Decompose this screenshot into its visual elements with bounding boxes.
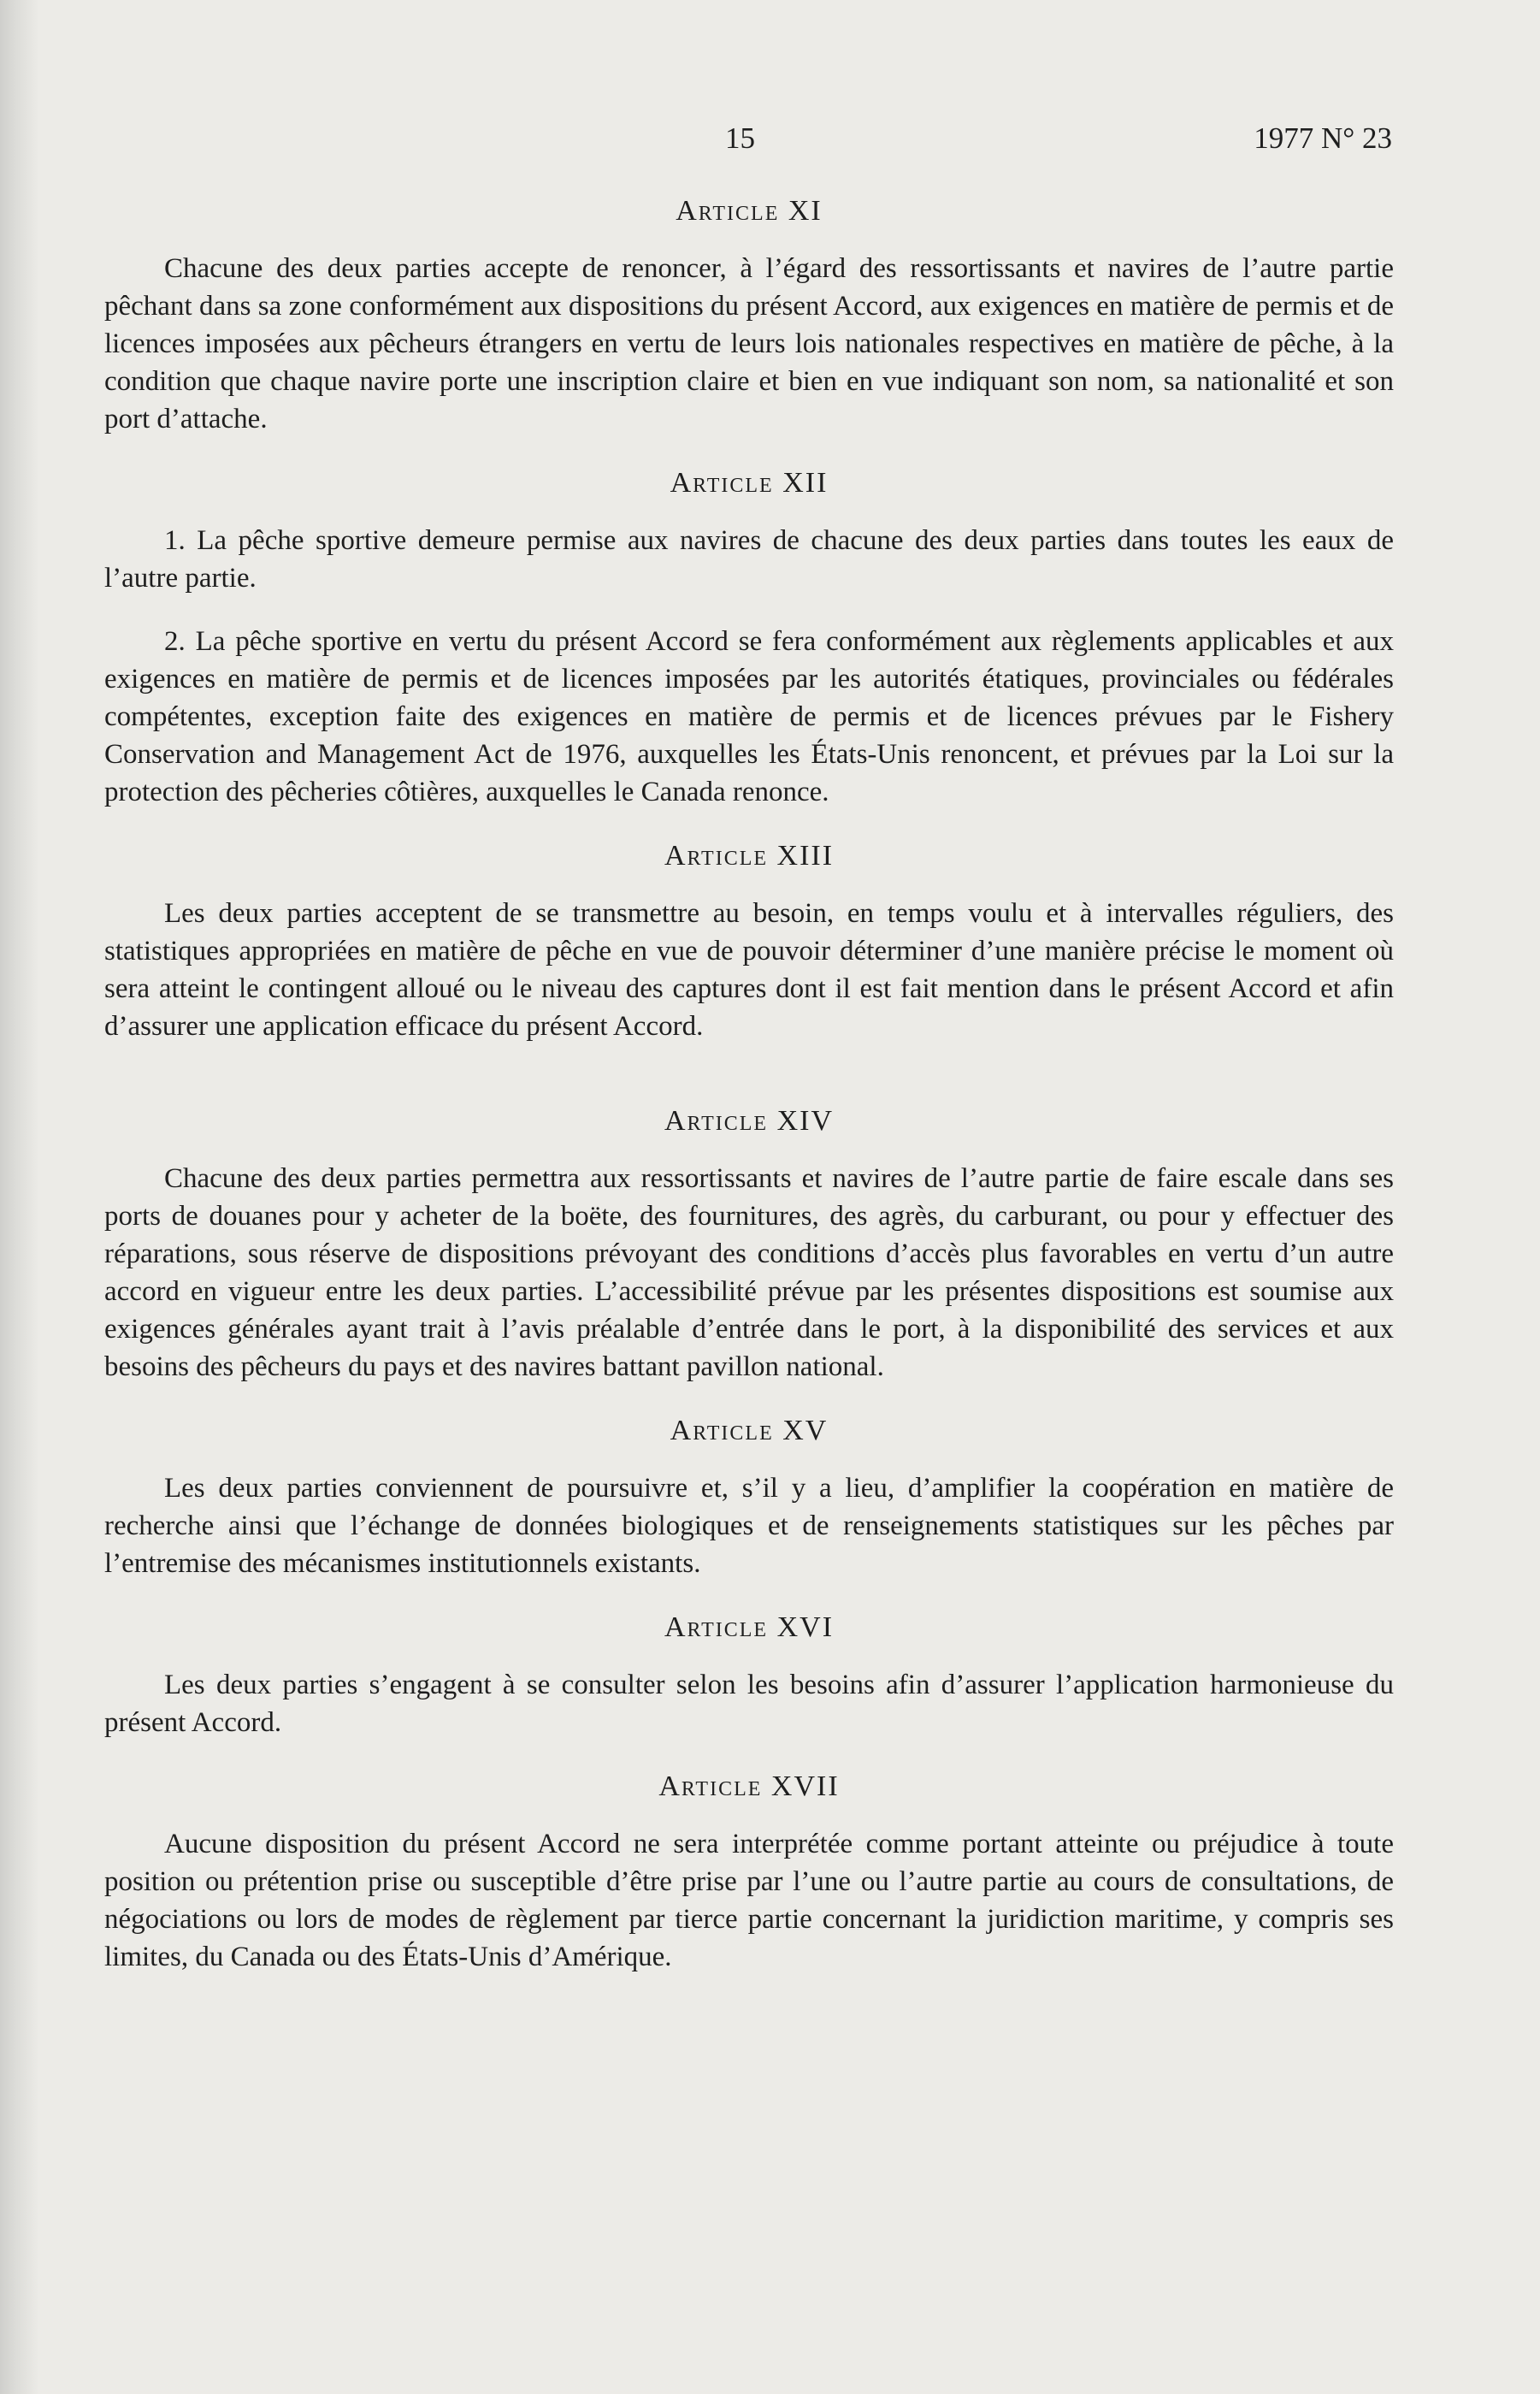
article-xv — [104, 1415, 1394, 1582]
article-heading: Article XIII — [664, 840, 835, 872]
article-xiii — [104, 840, 1394, 1045]
document-body — [104, 195, 1394, 2005]
article-heading: Article XVII — [658, 1770, 840, 1802]
article-xvi — [104, 1611, 1394, 1741]
article-paragraph: Les deux parties conviennent de poursuivre et, s’il y a lieu, d’amplifier la coopération en matière de recherche ainsi que l’échange de données biologiques et de renseignements statistiques sur les pêches par l’entremise des mécanismes institutionnels existants. — [104, 1473, 1394, 1579]
page-number: 15 — [725, 121, 755, 155]
binding-shadow — [0, 0, 39, 2394]
article-heading: Article XVI — [664, 1611, 835, 1643]
document-reference: 1977 N° 23 — [1254, 121, 1392, 155]
article-paragraph: Les deux parties s’engagent à se consulter selon les besoins afin d’assurer l’application harmonieuse du présent Accord. — [104, 1670, 1394, 1738]
article-paragraph: Chacune des deux parties accepte de renoncer, à l’égard des ressortissants et navires de l’autre partie pêchant dans sa zone conformément aux dispositions du présent Accord, aux exigences en matière de permis et de licences imposées aux pêcheurs étrangers en vertu de leurs lois nationales respectives en matière de pêche, à la condition que chaque navire porte une inscription claire et bien en vue indiquant son nom, sa nationalité et son port d’attache. — [104, 253, 1394, 434]
article-xiv — [104, 1105, 1394, 1386]
article-paragraph: Aucune disposition du présent Accord ne sera interprétée comme portant atteinte ou préjudice à toute position ou prétention prise ou susceptible d’être prise par l’une ou l’autre partie au cours de consultations, de négociations ou lors de modes de règlement par tierce partie concernant la juridiction maritime, y compris ses limites, du Canada ou des États-Unis d’Amérique. — [104, 1829, 1394, 1972]
article-xii — [104, 467, 1394, 811]
article-paragraph: 2. La pêche sportive en vertu du présent Accord se fera conformément aux règlements applicables et aux exigences en matière de permis et de licences imposées par les autorités étatiques, provinciales ou fédérales compétentes, exception faite des exigences en matière de permis et de licences prévues par le Fishery Conservation and Management Act de 1976, auxquelles les États-Unis renoncent, et prévues par la Loi sur la protection des pêcheries côtières, auxquelles le Canada renonce. — [104, 626, 1394, 807]
article-paragraph: Chacune des deux parties permettra aux ressortissants et navires de l’autre partie de faire escale dans ses ports de douanes pour y acheter de la boëte, des fournitures, des agrès, du carburant, ou pour y effectuer des réparations, sous réserve de dispositions prévoyant des conditions d’accès plus favorables en vertu d’un autre accord en vigueur entre les deux parties. L’accessibilité prévue par les présentes dispositions est soumise aux exigences générales ayant trait à l’avis préalable d’entrée dans le port, à la disponibilité des services et aux besoins des pêcheurs du pays et des navires battant pavillon national. — [104, 1163, 1394, 1382]
article-xvii — [104, 1770, 1394, 1976]
article-paragraph: Les deux parties acceptent de se transmettre au besoin, en temps voulu et à intervalles réguliers, des statistiques appropriées en matière de pêche en vue de pouvoir déterminer d’une manière précise le moment où sera atteint le contingent alloué ou le niveau des captures dont il est fait mention dans le présent Accord et afin d’assurer une application efficace du présent Accord. — [104, 898, 1394, 1042]
article-heading: Article XIV — [664, 1105, 835, 1137]
article-heading: Article XII — [670, 467, 829, 499]
article-heading: Article XV — [670, 1415, 829, 1446]
article-paragraph: 1. La pêche sportive demeure permise aux navires de chacune des deux parties dans toutes les eaux de l’autre partie. — [104, 525, 1394, 594]
page-header — [0, 121, 1540, 164]
article-xi — [104, 195, 1394, 438]
article-heading: Article XI — [676, 195, 823, 227]
